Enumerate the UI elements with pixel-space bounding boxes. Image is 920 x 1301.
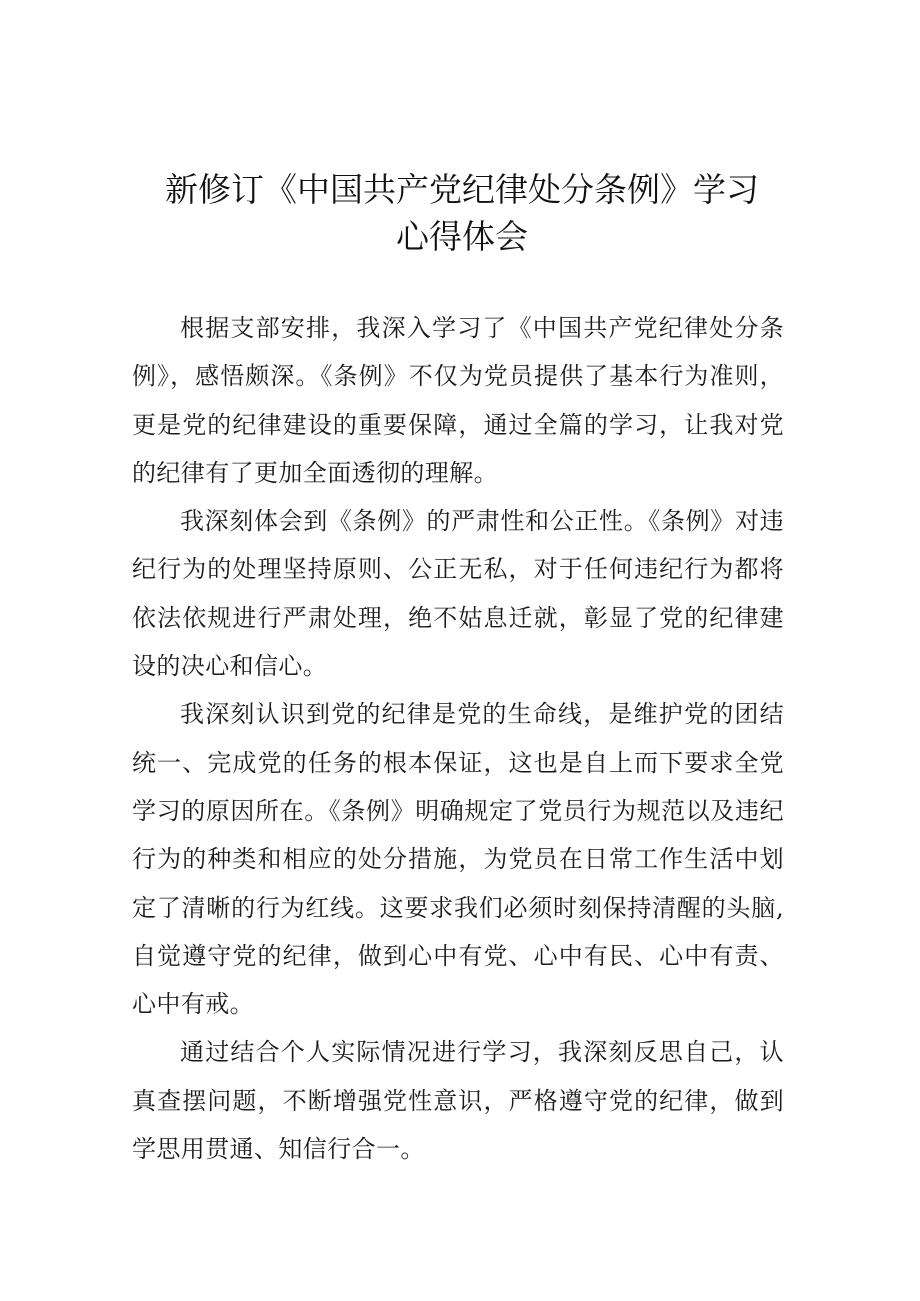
paragraph-4: 通过结合个人实际情况进行学习，我深刻反思自己，认真查摆问题，不断增强党性意识，严格遵守党的纪律，做到学思用贯通、知信行合一。 <box>132 1038 784 1164</box>
document-body <box>132 304 784 1173</box>
document-title <box>132 166 792 260</box>
title-line-2: 心得体会 <box>396 217 528 256</box>
paragraph-3: 我深刻认识到党的纪律是党的生命线，是维护党的团结统一、完成党的任务的根本保证，这也是自上而下要求全党学习的原因所在。《条例》明确规定了党员行为规范以及违纪行为的种类和相应的处分措施，为党员在日常工作生活中划定了清晰的行为红线。这要求我们必须时刻保持清醒的头脑,自觉遵守党的纪律，做到心中有党、心中有民、心中有责、心中有戒。 <box>132 700 784 1019</box>
paragraph-1: 根据支部安排，我深入学习了《中国共产党纪律处分条例》，感悟颇深。《条例》不仅为党员提供了基本行为准则，更是党的纪律建设的重要保障，通过全篇的学习，让我对党的纪律有了更加全面透彻的理解。 <box>132 314 784 487</box>
title-line-1: 新修订《中国共产党纪律处分条例》学习 <box>165 170 759 209</box>
paragraph-2: 我深刻体会到《条例》的严肃性和公正性。《条例》对违纪行为的处理坚持原则、公正无私，对于任何违纪行为都将依法依规进行严肃处理，绝不姑息迁就，彰显了党的纪律建设的决心和信心。 <box>132 507 784 681</box>
